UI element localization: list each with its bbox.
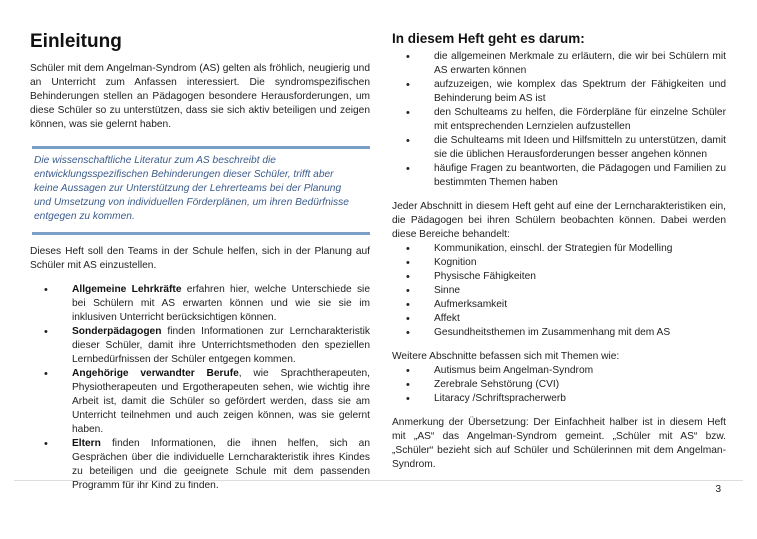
list-item: • Sinne xyxy=(434,284,726,298)
pull-quote: Die wissenschaftliche Literatur zum AS beschreibt die entwicklungsspezifischen Behinderungen dieser Schüler, trifft aber keine Aussagen zur Unterstützung der Lehrerteams bei der Planung und Umsetzung von individuellen Förderplänen, um ihren Bedürfnisse entgegen zu kommen. xyxy=(32,146,370,235)
goals-list xyxy=(434,50,726,190)
audience-name: Eltern xyxy=(72,438,101,449)
areas-list xyxy=(434,242,726,340)
list-item xyxy=(72,367,370,437)
list-item xyxy=(72,283,370,325)
right-column xyxy=(392,30,726,472)
list-item: • aufzuzeigen, wie komplex das Spektrum der Fähigkeiten und Behinderung beim AS ist xyxy=(434,78,726,106)
page-title: Einleitung xyxy=(30,31,122,52)
intro-paragraph: Schüler mit dem Angelman-Syndrom (AS) gelten als fröhlich, neugierig und an Unterricht zum Anfassen interessiert. Die syndromspezifischen Behinderungen stellen an Pädagogen besondere Herausforderungen, um diese Schüler so zu unterstützen, dass sie sich aktiv beteiligen und zeigen können, was sie gelernt haben. xyxy=(30,63,370,130)
page-number: 3 xyxy=(715,484,721,495)
purpose-paragraph: Dieses Heft soll den Teams in der Schule helfen, sich in der Planung auf Schüler mit AS einzustellen. xyxy=(30,246,370,271)
audience-list xyxy=(72,283,370,493)
list-item: • Physische Fähigkeiten xyxy=(434,270,726,284)
list-item: • häufige Fragen zu beantworten, die Pädagogen und Familien zu bestimmten Themen haben xyxy=(434,162,726,190)
translation-note: Anmerkung der Übersetzung: Der Einfachheit halber ist in diesem Heft mit „AS“ das Angelman-Syndrom gemeint. „Schüler mit AS“ bzw. „Schüler“ bezieht sich auf Schüler und Schülerinnen mit dem Angelman-Syndrom. xyxy=(392,417,726,470)
footer-divider xyxy=(14,480,743,481)
list-item xyxy=(72,325,370,367)
audience-text: finden Informationen, die ihnen helfen, sich an Gesprächen über die individuelle Lerncharakteristik ihres Kindes zu beteiligen und die geeignete Schule mit dem passenden Programm für ihr Kind zu finden. xyxy=(72,438,370,491)
further-paragraph: Weitere Abschnitte befassen sich mit Themen wie: xyxy=(392,351,620,362)
audience-name: Allgemeine Lehrkräfte xyxy=(72,284,182,295)
audience-text: finden Informationen zur Lerncharakteristik dieser Schüler, damit ihre Unterrichtsmethoden den speziellen Lernbedürfnissen der Schüler entgegen kommen. xyxy=(72,326,370,365)
list-item: • Gesundheitsthemen im Zusammenhang mit dem AS xyxy=(434,326,726,340)
audience-text: , wie Sprachtherapeuten, Physiotherapeuten und Ergotherapeuten sehen, wie wichtig ihre Arbeit ist, damit die Schüler so gefördert werden, dass sie am Unterricht teilnehmen und auch zeigen können, was sie gelernt haben. xyxy=(72,368,370,435)
section-heading: In diesem Heft geht es darum: xyxy=(392,31,585,46)
list-item: • Kognition xyxy=(434,256,726,270)
list-item: • Litaracy /Schriftspracherwerb xyxy=(434,392,726,406)
list-item: • Autismus beim Angelman-Syndrom xyxy=(434,364,726,378)
list-item: • Kommunikation, einschl. der Strategien für Modelling xyxy=(434,242,726,256)
list-item xyxy=(72,437,370,493)
sections-paragraph: Jeder Abschnitt in diesem Heft geht auf eine der Lerncharakteristiken ein, die Pädagogen bei ihren Schülern beobachten können. Dabei werden diese Bereiche behandelt: xyxy=(392,201,726,240)
list-item: • Aufmerksamkeit xyxy=(434,298,726,312)
further-list xyxy=(434,364,726,406)
left-column xyxy=(30,30,370,493)
list-item: • Affekt xyxy=(434,312,726,326)
audience-name: Sonderpädagogen xyxy=(72,326,162,337)
list-item: • die Schulteams mit Ideen und Hilfsmitteln zu unterstützen, damit sie die üblichen Herausforderungen besser angehen können xyxy=(434,134,726,162)
list-item: • die allgemeinen Merkmale zu erläutern, die wir bei Schülern mit AS erwarten können xyxy=(434,50,726,78)
list-item: • Zerebrale Sehstörung (CVI) xyxy=(434,378,726,392)
list-item: • den Schulteams zu helfen, die Förderpläne für einzelne Schüler mit entsprechenden Lernzielen aufzustellen xyxy=(434,106,726,134)
audience-name: Angehörige verwandter Berufe xyxy=(72,368,239,379)
audience-text: erfahren hier, welche Unterschiede sie bei Schülern mit AS erwarten können und wie sie sie im inklusiven Unterricht berücksichtigen können. xyxy=(72,284,370,323)
